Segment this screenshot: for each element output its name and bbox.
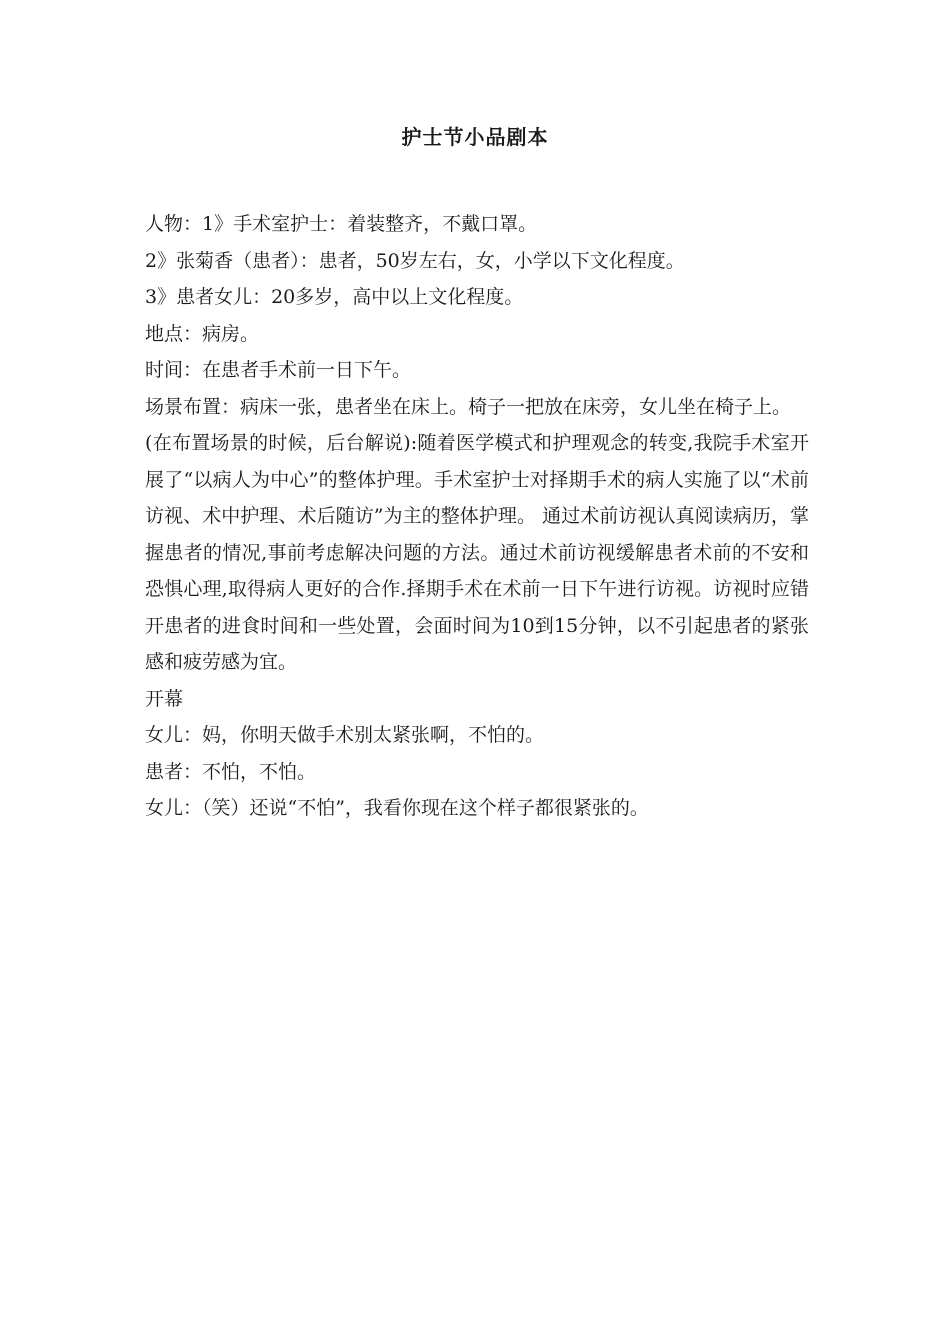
document-body bbox=[145, 206, 809, 827]
scene-setup-paragraph: 场景布置：病床一张，患者坐在床上。椅子一把放在床旁，女儿坐在椅子上。 bbox=[145, 395, 792, 418]
dialogue-line: 女儿：妈，你明天做手术别太紧张啊，不怕的。 bbox=[145, 724, 545, 746]
dialogue-line: 女儿：（笑）还说“不怕”，我看你现在这个样子都很紧张的。 bbox=[145, 797, 649, 819]
cast-line-nurse: 人物：1》手术室护士：着装整齐，不戴口罩。 bbox=[145, 213, 538, 235]
document-title: 护士节小品剧本 bbox=[401, 125, 549, 149]
time-line: 时间：在患者手术前一日下午。 bbox=[145, 359, 412, 381]
cast-line-daughter: 3》患者女儿：20多岁，高中以上文化程度。 bbox=[145, 286, 524, 308]
curtain-open-line: 开幕 bbox=[145, 687, 184, 710]
location-line: 地点：病房。 bbox=[145, 322, 260, 345]
dialogue-line: 患者：不怕，不怕。 bbox=[145, 760, 317, 783]
cast-line-patient: 2》张菊香（患者）：患者，50岁左右，女，小学以下文化程度。 bbox=[145, 249, 685, 272]
narration-paragraph: (在布置场景的时候，后台解说):随着医学模式和护理观念的转变,我院手术室开展了“以病人为中心”的整体护理。手术室护士对择期手术的病人实施了以“术前访视、术中护理、术后随访”为主的整体护理。 通过术前访视认真阅读病历，掌握患者的情况,事前考虑解决问题的方法。通过术前访视缓解患者术前的不安和恐惧心理,取得病人更好的合作.择期手术在术前一日下午进行访视。访视时应错开患者的进食时间和一些处置，会面时间为10到15分钟，以不引起患者的紧张感和疲劳感为宜。 bbox=[145, 432, 809, 673]
